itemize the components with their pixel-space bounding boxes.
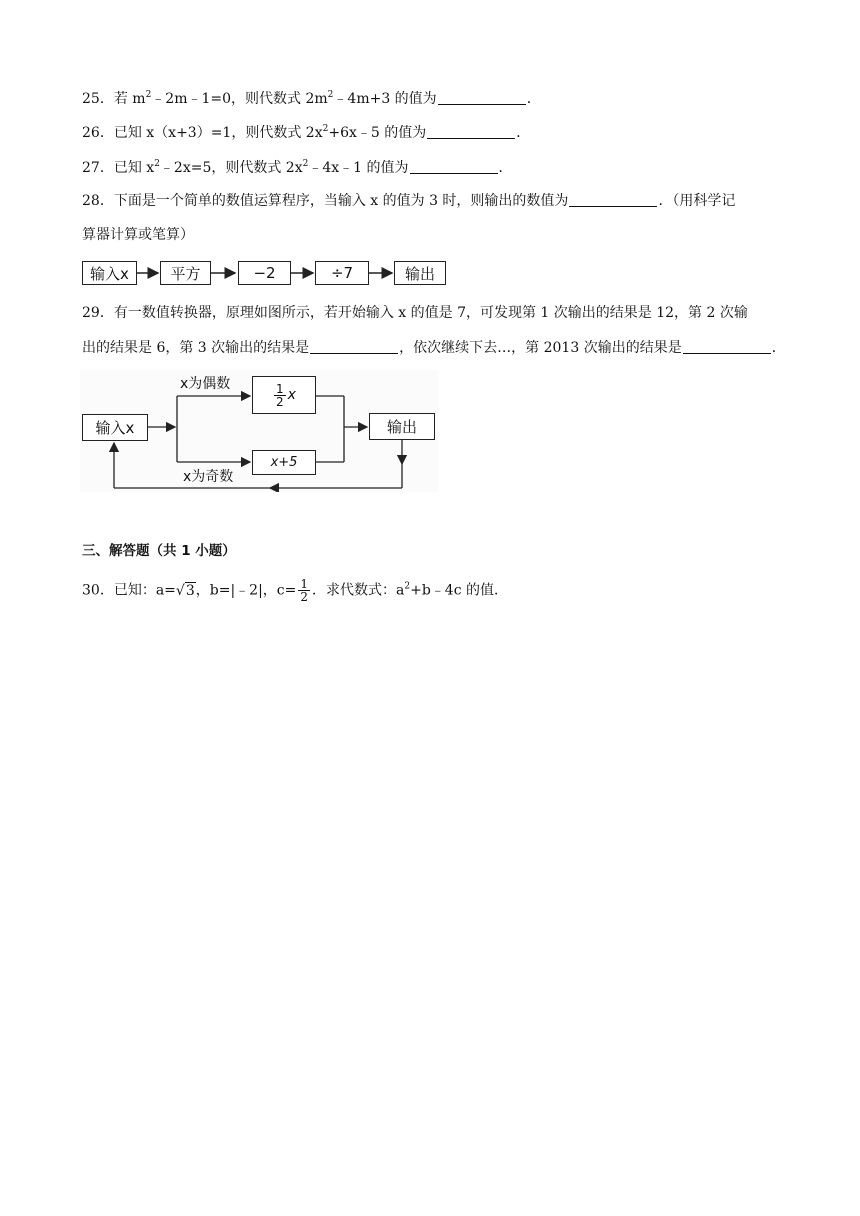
question-30: 30．已知：a=√3，b=|﹣2|，c= $\frac{1}{2}$ ．求代数式：$a^2+b﹣4c$ 的值． (82, 577, 508, 604)
question-29-line2: 出的结果是 6，第 3 次输出的结果是 ，依次继续下去…，第 2013 次输出的结果是 ． (82, 340, 786, 356)
c-fraction: $\frac{1}{2}$ (300, 577, 309, 604)
answer-blank[interactable] (683, 339, 771, 354)
section-heading: 三、解答题（共 1 小题） (82, 543, 236, 559)
question-28-line2: 算器计算或笔算） (82, 227, 194, 243)
flow-box-square: 平方 (160, 261, 211, 285)
sqrt-expression: √3 (175, 582, 195, 599)
converter-diagram (80, 370, 438, 492)
answer-blank[interactable] (569, 192, 657, 207)
answer-blank[interactable] (427, 124, 515, 139)
plus5-box: x+5 (252, 450, 316, 475)
odd-label: x为奇数 (183, 469, 234, 485)
converter-input-box: 输入x (82, 414, 148, 441)
question-28: 28．下面是一个简单的数值运算程序，当输入 x 的值为 3 时，则输出的数值为 ．（用科学记 (82, 193, 736, 209)
program-flowchart (82, 261, 462, 287)
converter-output-box: 输出 (369, 413, 435, 440)
flow-box-output: 输出 (394, 261, 446, 285)
question-29: 29．有一数值转换器，原理如图所示，若开始输入 x 的值是 7，可发现第 1 次输出的结果是 12，第 2 次输 (82, 305, 748, 321)
half-fraction: $\frac{1}{2}$ (276, 381, 284, 409)
answer-blank[interactable] (438, 90, 526, 105)
answer-blank[interactable] (410, 159, 498, 174)
flow-box-divide7: ÷7 (315, 261, 369, 285)
question-26: 26．已知 x（x+3）=1，则代数式 $2x^2+6x﹣5$ 的值为 ． (82, 124, 531, 141)
flow-box-minus2: −2 (238, 261, 291, 285)
half-x-box: $\frac{1}{2}$ x (252, 376, 316, 414)
answer-blank[interactable] (310, 339, 398, 354)
flow-box-input: 输入x (82, 261, 137, 285)
even-label: x为偶数 (180, 376, 231, 392)
question-27: 27．已知 $x^2﹣2x=5$，则代数式 $2x^2﹣4x﹣1$ 的值为 ． (82, 159, 513, 176)
question-25: 25．若 $m^2﹣2m﹣1=0$，则代数式 $2m^2﹣4m+3$ 的值为 ． (82, 90, 541, 107)
